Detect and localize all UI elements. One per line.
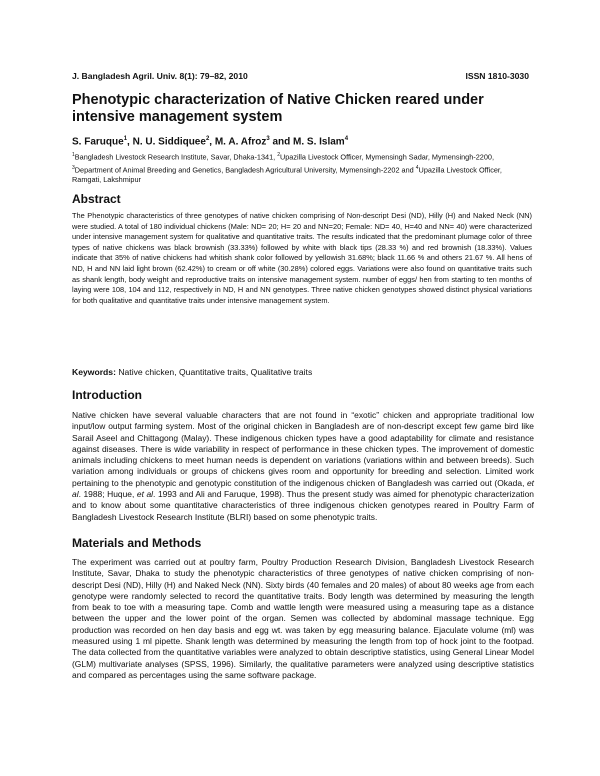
et-al: et al: [72, 477, 534, 500]
intro-text-part: Native chicken have several valuable characters that are not found in “exotic” chicken and appropriate traditional low input/low output farming system. Most of the original chicken in Bangladesh are of non-descript except few game bird like Sarail Aseel and Chittagong (Malay). These indigenous chicken types have a good adaptability for climate and resistance against diseases. There is wide variability in respect of performance in these chicken types. The improvement of domestic animals including chickens to meet human needs is dependent on variations (variations within and between breeds). Such variation among individuals or groups of chickens gives room and opportunity for breeding and selection. Limited work pertaining to the phenotypic and genotypic constitution of the indigenous chicken of Bangladesh was carried out (Okada,: [72, 410, 534, 488]
methods-text: The experiment was carried out at poultry farm, Poultry Production Research Division, Bangladesh Livestock Research Institute, Savar, Dhaka to study the phenotypic characteristics of three genotypes of native chicken comprising of non-descript Desi (ND), Hilly (H) and Naked Neck (NN). Sixty birds (40 females and 20 males) of about 80 weeks age from each genotype were randomly selected to record the quantitative traits. Body length was determined by measuring the length from beak to toe with a measuring tape. Comb and wattle length were measured using a measuring tape as a distance between the upper and the lower point of the organ. Semen was collected by abdominal massage technique. Egg production was recorded on hen day basis and egg wt. was taken by egg measuring balance. Ejaculate volume (ml) was measured using 1 ml pipette. Shank length was determined by measuring the length from top of hock joint to the footpad. The data collected from the quantitative variables were analyzed to obtain descriptive statistics, using General Linear Model (GLM) multivariate analyses (SPSS, 1996). Similarly, the qualitative parameters were analyzed using descriptive statistics and compared as percentages using the same software package.: [72, 557, 534, 680]
intro-text-part: . 1988; Huque,: [78, 489, 137, 500]
paper-title: Phenotypic characterization of Native Chicken reared under intensive management system: [72, 92, 484, 125]
affiliation: Upazilla Livestock Officer, Ramgati, Lakshmipur: [72, 165, 502, 185]
methods-heading: Materials and Methods: [72, 536, 202, 550]
author-name: N. U. Siddiquee: [132, 136, 206, 148]
journal-citation: J. Bangladesh Agril. Univ. 8(1): 79–82, 2010: [72, 71, 248, 81]
author-list: S. Faruque$^1$, N. U. Siddiquee$^2$, M. A. Afroz$^3$ and M. S. Islam$^4$: [72, 136, 349, 148]
intro-text-part: . 1993 and Ali and Faruque, 1998). Thus the present study was aimed for phenotypic characterization and to know about some quantitative characteristics of three indigenous chicken genotypes reared in Poultry Farm of Bangladesh Livestock Research Institute (BLRI) based on some phenotypic traits.: [72, 489, 534, 522]
affiliation: Upazilla Livestock Officer, Mymensingh Sadar, Mymensingh-2200,: [279, 152, 494, 162]
author-affil-marker: 4: [344, 136, 349, 142]
keywords: [72, 367, 312, 377]
introduction-text: [72, 410, 534, 523]
et-al: et al: [136, 489, 154, 500]
introduction-heading: Introduction: [72, 388, 142, 402]
keywords-text: Native chicken, Quantitative traits, Qualitative traits: [115, 367, 313, 377]
abstract-text: The Phenotypic characteristics of three genotypes of native chicken comprising of Non-descript Desi (ND), Hilly (H) and Naked Neck (NN) were studied. A total of 180 individual chickens (Male: ND= 20; H= 20 and NN=20; Female: ND= 40, H=40 and NN= 40) were characterized under intensive management system for qualitative and quantitative traits. The results indicated that the predominant plumage color of three types of native chickens was black brownish (33.33%) followed by white with black tips (28.33 %) and red brownish (18.33%). Values indicate that 35% of native chickens had whitish shank color followed by yellowish 31.68%; black 11.66 % and others 21.67 %. All hens of ND, H and NN laid light brown (62.42%) to cream or off white (30.28%) colored eggs. Variations were also found on quantitative traits such as shank length, body weight and reproductive traits on intensive management system. number of eggs/ hen from starting to ten months of laying were 108, 104 and 112, respectively in ND, H and NN genotypes. Three native chicken genotypes showed distinct physical variations for both qualitative and quantitative traits under intensive management system.: [72, 211, 532, 305]
affiliation: Department of Animal Breeding and Genetics, Bangladesh Agricultural University, Mymensingh-2202 and: [74, 165, 416, 175]
author-name: M. A. Afroz: [214, 136, 267, 148]
affil-marker: 1: [72, 152, 75, 158]
affiliation: Bangladesh Livestock Research Institute, Savar, Dhaka-1341,: [74, 152, 278, 162]
author-name: S. Faruque: [72, 136, 124, 148]
author-affil-marker: 3: [266, 136, 270, 142]
affil-marker: 4: [415, 164, 419, 171]
abstract-heading: Abstract: [72, 192, 121, 206]
affil-marker: 2: [277, 152, 280, 158]
keywords-label: Keywords:: [72, 367, 116, 377]
issn: ISSN 1810-3030: [465, 71, 529, 81]
author-affil-marker: 2: [205, 136, 210, 142]
author-affil-marker: 1: [123, 136, 128, 142]
affiliations: [72, 150, 532, 186]
author-name: M. S. Islam: [293, 136, 345, 148]
affil-marker: 3: [72, 164, 75, 171]
